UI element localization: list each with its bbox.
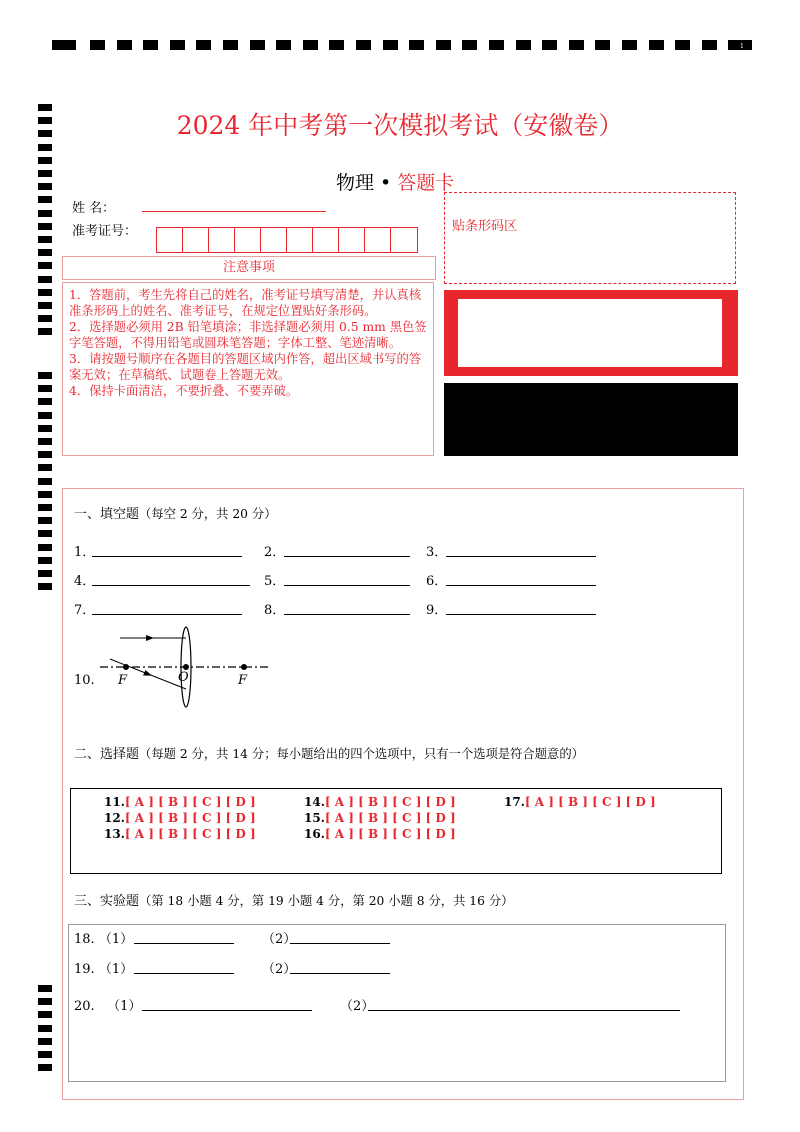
section2-heading: 二、选择题（每题 2 分，共 14 分；每小题给出的四个选项中，只有一个选项是符合题意的） [74, 747, 584, 762]
q20-label: 20. （1） [74, 999, 142, 1014]
answer-line[interactable] [446, 613, 596, 615]
blank-label: 8． [264, 603, 286, 618]
blank-label: 4． [74, 574, 96, 589]
notice-item: 2．选择题必须用 2B 铅笔填涂；非选择题必须用 0.5 mm 黑色签字笔答题，不得用铅笔或圆珠笔答题；字体工整、笔迹清晰。 [69, 320, 427, 350]
ray-arrow [146, 635, 154, 641]
name-field[interactable] [142, 211, 326, 212]
top-timing-marks [52, 40, 752, 50]
q10-label: 10. [74, 673, 95, 688]
focus-point-right [241, 664, 247, 670]
notice-item: 4．保持卡面清洁，不要折叠、不要弄破。 [69, 384, 299, 398]
section1-heading: 一、填空题（每空 2 分，共 20 分） [74, 507, 277, 522]
blank-label: 6． [426, 574, 448, 589]
q18-label: 18. （1） [74, 932, 134, 947]
answer-line[interactable] [134, 942, 234, 944]
notice-item: 1．答题前，考生先将自己的姓名，准考证号填写清楚，并认真核准条形码上的姓名、准考证号，在规定位置贴好条形码。 [69, 288, 422, 318]
exam-id-boxes[interactable] [156, 227, 418, 253]
experiment-answer-box [68, 924, 726, 1082]
answer-line[interactable] [92, 613, 242, 615]
notice-body [62, 282, 434, 456]
choice-row[interactable]: 17.[ A ] [ B ] [ C ] [ D ] [504, 795, 656, 809]
black-block [444, 383, 738, 456]
blank-label: 7． [74, 603, 96, 618]
answer-line[interactable] [290, 972, 390, 974]
choice-row[interactable]: 11.[ A ] [ B ] [ C ] [ D ] [104, 795, 256, 809]
blank-label: 1． [74, 545, 96, 560]
choice-row[interactable]: 16.[ A ] [ B ] [ C ] [ D ] [304, 827, 456, 841]
absent-mark-frame [444, 290, 738, 376]
name-label: 姓 名： [72, 201, 116, 216]
part-label: （2） [262, 962, 297, 977]
card-subtitle [336, 168, 454, 195]
answer-line[interactable] [446, 584, 596, 586]
focus-label: F [118, 673, 128, 688]
notice-item: 3．请按题号顺序在各题目的答题区域内作答，超出区域书写的答案无效；在草稿纸、试题卷上答题无效。 [69, 352, 422, 382]
q19-label: 19. （1） [74, 962, 134, 977]
answer-line[interactable] [284, 613, 410, 615]
answer-line[interactable] [284, 584, 410, 586]
answer-line[interactable] [92, 555, 242, 557]
blank-label: 3． [426, 545, 448, 560]
barcode-area [444, 192, 736, 284]
page-number: 1 [740, 43, 744, 50]
notice-heading: 注意事项 [62, 256, 436, 280]
choice-row[interactable]: 12.[ A ] [ B ] [ C ] [ D ] [104, 811, 256, 825]
answer-line[interactable] [142, 1009, 312, 1011]
id-label: 准考证号： [72, 224, 138, 239]
choice-row[interactable]: 13.[ A ] [ B ] [ C ] [ D ] [104, 827, 256, 841]
center-label: O [178, 670, 189, 685]
card-label: 答题卡 [397, 172, 455, 194]
subject-label: 物理 • [336, 172, 398, 194]
page-title: 2024 年中考第一次模拟考试（安徽卷） [176, 111, 624, 140]
answer-line[interactable] [290, 942, 390, 944]
answer-line[interactable] [92, 584, 250, 586]
choice-row[interactable]: 14.[ A ] [ B ] [ C ] [ D ] [304, 795, 456, 809]
blank-label: 2． [264, 545, 286, 560]
barcode-label: 贴条形码区 [452, 219, 518, 234]
section3-heading: 三、实验题（第 18 小题 4 分，第 19 小题 4 分，第 20 小题 8 分，共 16 分） [74, 894, 514, 909]
lens-diagram[interactable] [96, 624, 272, 710]
ray-arrow [143, 670, 152, 676]
answer-line[interactable] [284, 555, 410, 557]
answer-line[interactable] [368, 1009, 680, 1011]
blank-label: 9． [426, 603, 448, 618]
answer-line[interactable] [134, 972, 234, 974]
answer-line[interactable] [446, 555, 596, 557]
part-label: （2） [340, 999, 375, 1014]
focus-label: F [238, 673, 248, 688]
part-label: （2） [262, 932, 297, 947]
choice-row[interactable]: 15.[ A ] [ B ] [ C ] [ D ] [304, 811, 456, 825]
focus-point-left [123, 664, 129, 670]
blank-label: 5． [264, 574, 286, 589]
